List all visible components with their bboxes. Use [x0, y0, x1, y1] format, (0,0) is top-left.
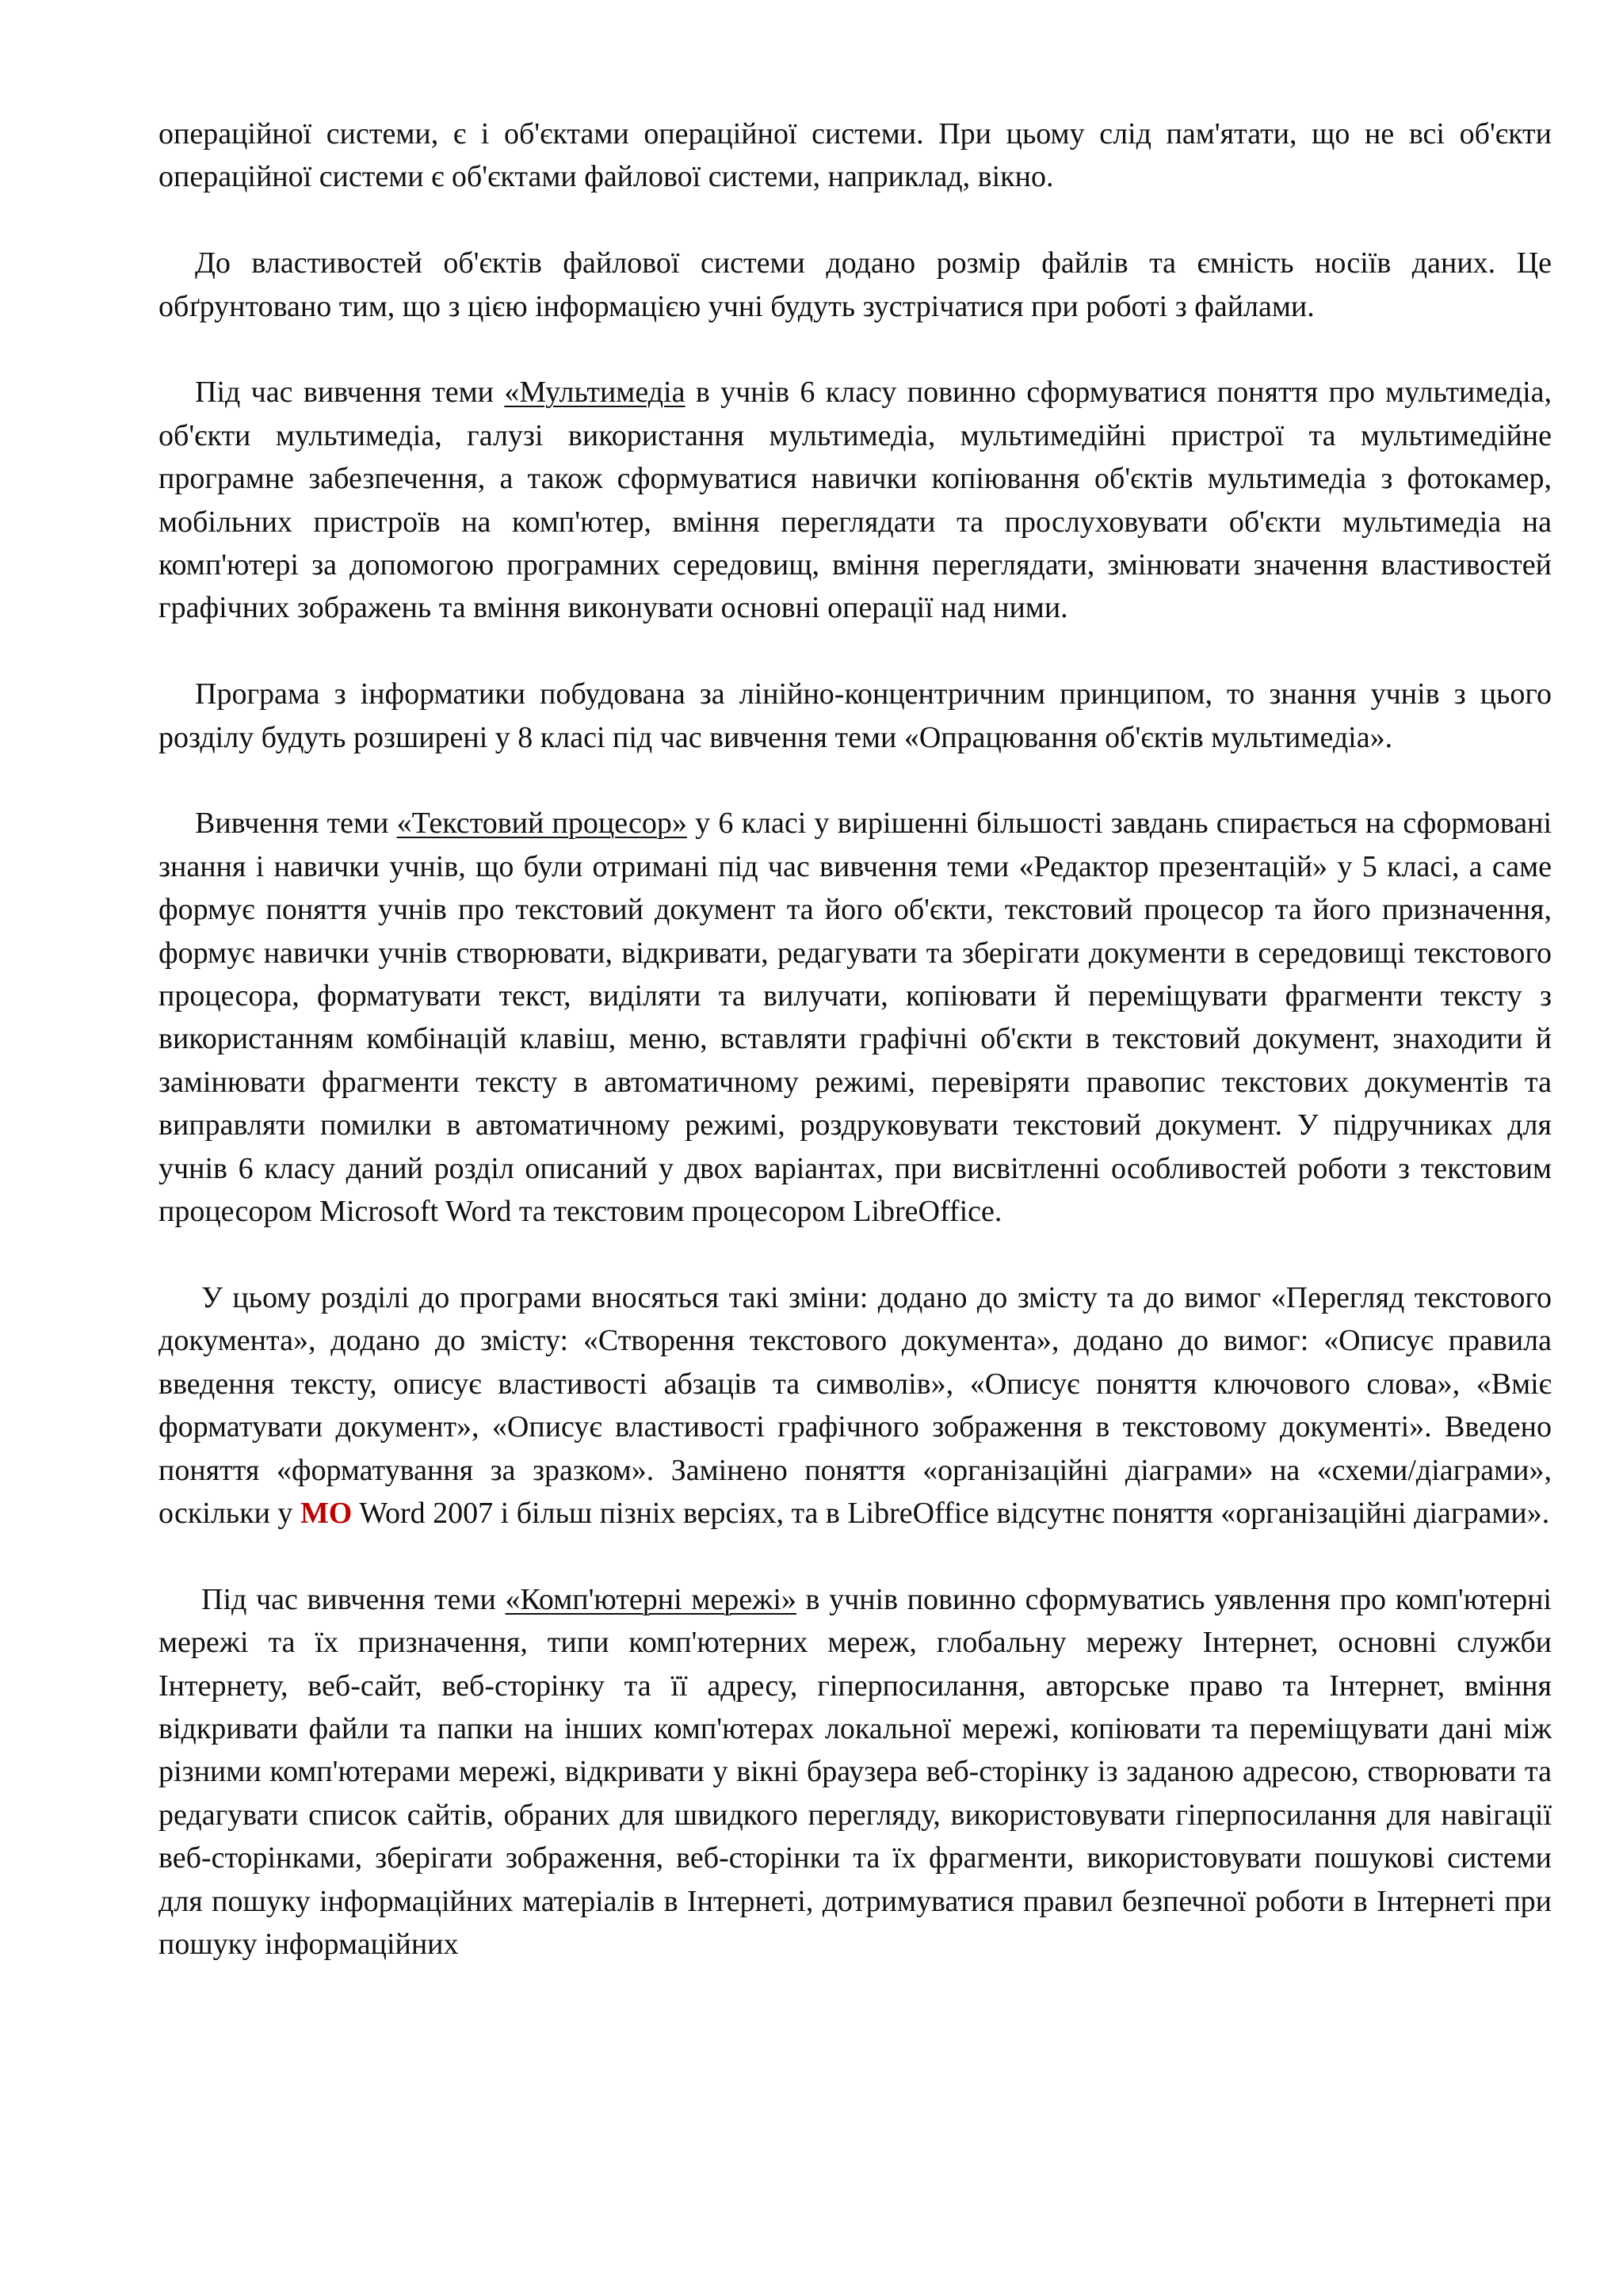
paragraph-text: До властивостей об'єктів файлової системи додано розмір файлів та ємність носіїв даних. Це обґрунтовано тим, що з цією інформацією учні будуть зустрічатися при роботі з файлами. — [158, 246, 1552, 323]
mo-highlight: MO — [300, 1496, 353, 1530]
paragraph-file-properties — [158, 242, 1552, 328]
paragraph-multimedia — [158, 371, 1552, 629]
paragraph-os-objects — [158, 113, 1552, 199]
paragraph-text: Word 2007 і більш пізніх версіях, та в LibreOffice відсутнє поняття «організаційні діаграми». — [352, 1496, 1550, 1530]
paragraph-program-structure — [158, 673, 1552, 759]
paragraph-text-processor — [158, 802, 1552, 1233]
paragraph-text: операційної системи, є і об'єктами операційної системи. При цьому слід пам'ятати, що не всі об'єкти операційної системи є об'єктами файлової системи, наприклад, вікно. — [158, 117, 1552, 194]
paragraph-text: Програма з інформатики побудована за лінійно-концентричним принципом, то знання учнів з цього розділу будуть розширені у 8 класі під час вивчення теми «Опрацювання об'єктів мультимедіа». — [158, 677, 1552, 754]
text-processor-topic-link[interactable]: «Текстовий процесор» — [396, 807, 687, 841]
paragraph-text: в учнів 6 класу повинно сформуватися поняття про мультимедіа, об'єкти мультимедіа, галузі використання мультимедіа, мультимедійні пристрої та мультимедійне програмне забезпечення, а також сформуватися навички копіювання об'єктів мультимедіа з фотокамер, мобільних пристроїв на комп'ютер, вміння переглядати та прослуховувати об'єкти мультимедіа на комп'ютері за допомогою програмних середовищ, вміння переглядати, змінювати значення властивостей графічних зображень та вміння виконувати основні операції над ними. — [158, 376, 1552, 625]
paragraph-text: Вивчення теми — [195, 807, 397, 841]
document-page — [158, 113, 1552, 1966]
paragraph-text: у 6 класі у вирішенні більшості завдань спирається на сформовані знання і навички учнів, що були отримані під час вивчення теми «Редактор презентацій» у 5 класі, а саме формує поняття учнів про текстовий документ та його об'єкти, текстовий процесор та його призначення, формує навички учнів створювати, відкривати, редагувати та зберігати документи в середовищі текстового процесора, форматувати текст, виділяти та вилучати, копіювати й переміщувати фрагменти тексту з використанням комбінацій клавіш, меню, вставляти графічні об'єкти в текстовий документ, знаходити й замінювати фрагменти тексту в автоматичному режимі, перевіряти правопис текстових документів та виправляти помилки в автоматичному режимі, роздруковувати текстовий документ. У підручниках для учнів 6 класу даний розділ описаний у двох варіантах, при висвітленні особливостей роботи з текстовим процесором Microsoft Word та текстовим процесором LibreOffice. — [158, 807, 1552, 1229]
multimedia-topic-link[interactable]: «Мультимедіа — [504, 376, 685, 410]
paragraph-text: У цьому розділі до програми вносяться такі зміни: додано до змісту та до вимог «Перегляд текстового документа», додано до змісту: «Створення текстового документа», додано до вимог: «Описує правила введення тексту, описує властивості абзаців та символів», «Описує поняття ключового слова», «Вміє форматувати документ», «Описує властивості графічного зображення в текстовому документі». Введено поняття «форматування за зразком». Замінено поняття «організаційні діаграми» на «схеми/діаграми», оскільки у — [158, 1280, 1552, 1530]
paragraph-program-changes — [158, 1276, 1552, 1535]
computer-networks-topic-link[interactable]: «Комп'ютерні мережі» — [505, 1582, 796, 1616]
paragraph-text: Під час вивчення теми — [201, 1582, 506, 1616]
paragraph-text: Під час вивчення теми — [195, 376, 505, 410]
paragraph-computer-networks — [158, 1578, 1552, 1966]
paragraph-text: в учнів повинно сформуватись уявлення про комп'ютерні мережі та їх призначення, типи комп'ютерних мереж, глобальну мережу Інтернет, основні служби Інтернету, веб-сайт, веб-сторінку та її адресу, гіперпосилання, авторське право та Інтернет, вміння відкривати файли та папки на інших комп'ютерах локальної мережі, копіювати та переміщувати дані між різними комп'ютерами мережі, відкривати у вікні браузера веб-сторінку із заданою адресою, створювати та редагувати список сайтів, обраних для швидкого перегляду, використовувати гіперпосилання для навігації веб-сторінками, зберігати зображення, веб-сторінки та їх фрагменти, використовувати пошукові системи для пошуку інформаційних матеріалів в Інтернеті, дотримуватися правил безпечної роботи в Інтернеті при пошуку інформаційних — [158, 1582, 1552, 1961]
